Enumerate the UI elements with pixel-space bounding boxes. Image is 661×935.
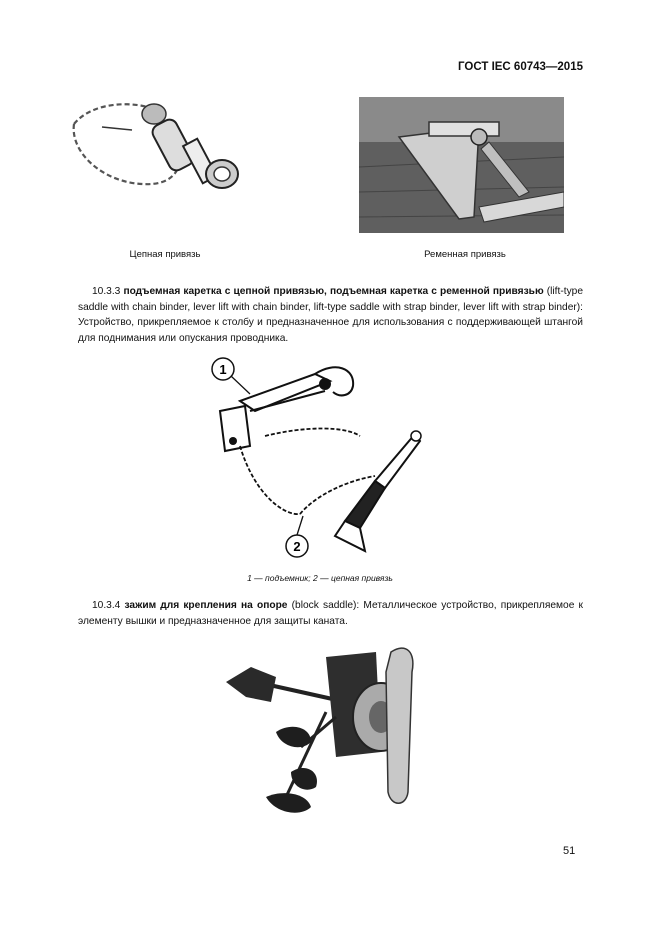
section-number: 10.3.4 xyxy=(92,600,121,611)
strap-binder-photo xyxy=(359,97,564,233)
diagram-label-1: 1 xyxy=(219,362,227,377)
section-10-3-4 xyxy=(78,598,583,629)
section-definition: : Металлическое устройство, прикрепляемое к элементу вышки и предназначенное для защиты каната. xyxy=(78,600,583,627)
chain-binder-caption: Цепная привязь xyxy=(129,249,201,260)
section-term: зажим для крепления на опоре xyxy=(124,600,288,611)
section-definition: : Устройство, прикрепляемое к столбу и предназначенное для использования с поддерживающей штангой для поднимания или опускания проводника. xyxy=(78,301,583,344)
document-code: ГОСТ IEC 60743—2015 xyxy=(458,61,583,73)
lift-saddle-diagram xyxy=(205,356,435,562)
page-number: 51 xyxy=(563,845,576,857)
diagram-caption: 1 — подъемник; 2 — цепная привязь xyxy=(247,573,393,583)
diagram-label-2: 2 xyxy=(293,539,301,554)
section-10-3-3 xyxy=(78,284,583,346)
chain-binder-photo xyxy=(62,92,262,204)
section-number: 10.3.3 xyxy=(92,286,121,297)
strap-binder-caption: Ременная привязь xyxy=(424,249,506,260)
section-english-term: (block saddle) xyxy=(291,600,357,611)
block-saddle-photo xyxy=(216,642,438,840)
section-term: подъемная каретка с цепной привязью, подъемная каретка с ременной привязью xyxy=(123,286,544,297)
section-english-term: (lift-type saddle with chain binder, lever lift with chain binder, lift-type saddle with strap binder, lever lift with strap binder) xyxy=(78,286,583,313)
